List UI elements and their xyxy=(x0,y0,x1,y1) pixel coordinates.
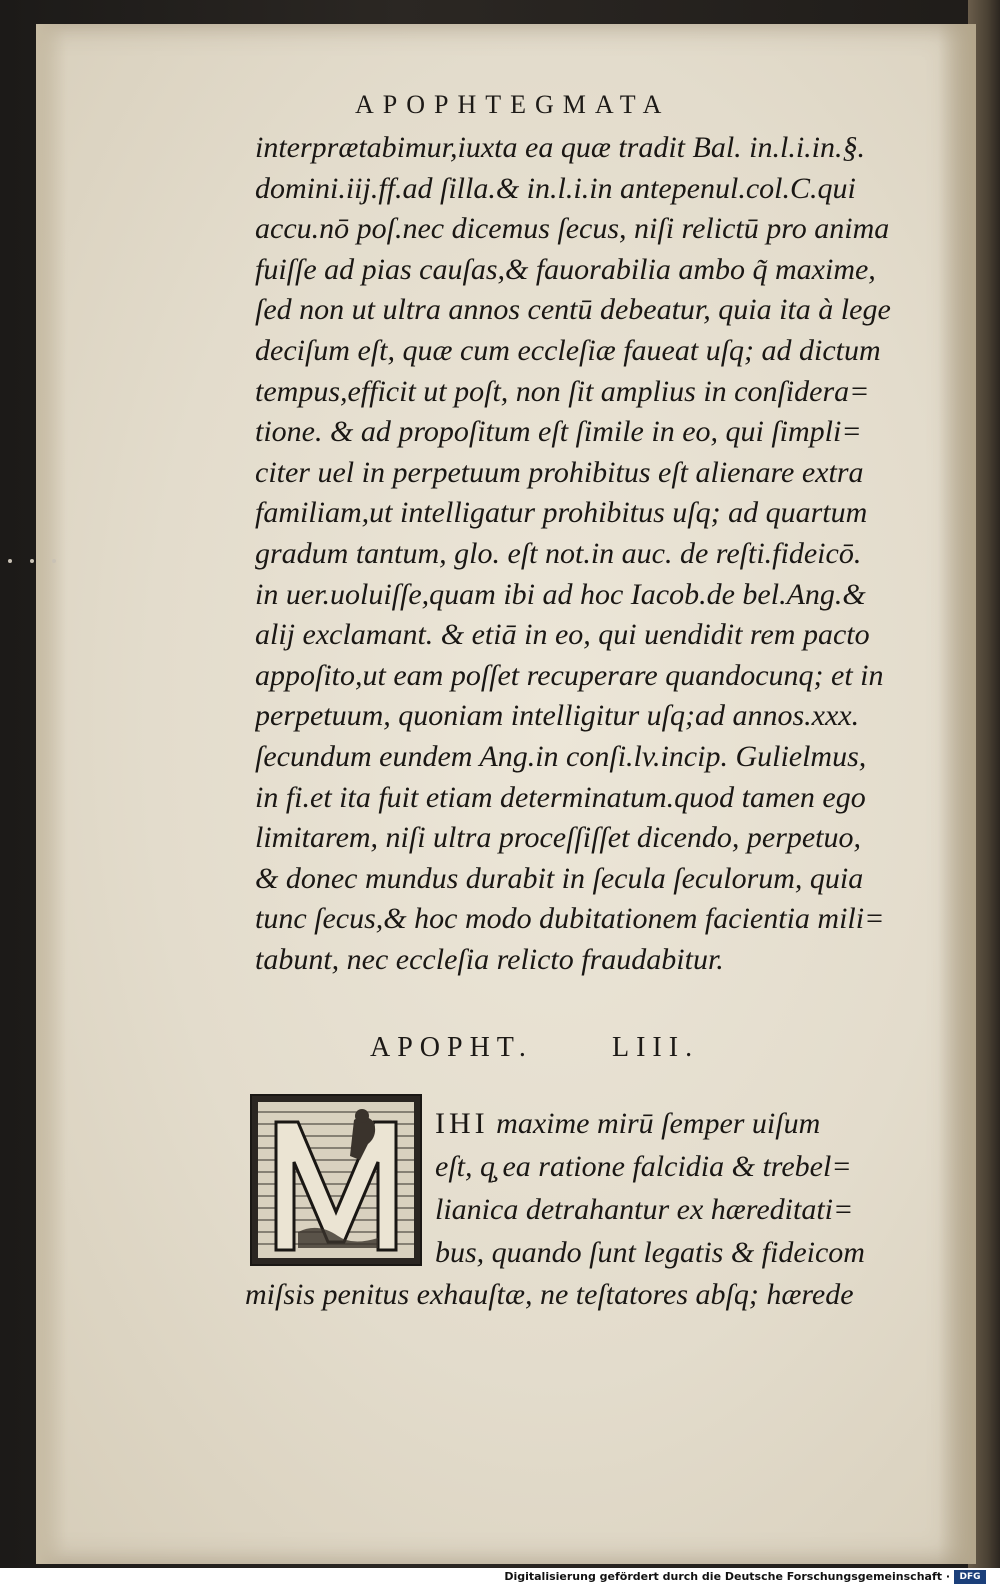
text-line: citer uel in perpetuum prohibitus eſt alienare extra xyxy=(255,455,864,489)
text-line: miſsis penitus exhauſtæ, ne teſtatores abſq; hærede xyxy=(245,1278,854,1311)
footer-credit: Digitalisierung gefördert durch die Deutsche Forschungsgemeinschaft · xyxy=(504,1570,950,1583)
text-line: in uer.uoluiſſe,quam ibi ad hoc Iacob.de bel.Ang.& xyxy=(255,577,866,611)
text-line: perpetuum, quoniam intelligitur uſq;ad annos.xxx. xyxy=(255,699,860,733)
initial-line-rest: maxime mirū ſemper uiſum xyxy=(496,1107,821,1140)
woodcut-initial-image xyxy=(258,1102,414,1258)
text-line: tempus,efficit ut poſt, non ſit amplius in conſidera= xyxy=(255,374,870,408)
text-line: bus, quando ſunt legatis & fideicom xyxy=(435,1236,865,1269)
dfg-logo: DFG xyxy=(954,1570,986,1584)
text-line xyxy=(435,1102,935,1145)
text-line: eſt, q̧ ea ratione falcidia & trebel= xyxy=(435,1150,852,1183)
text-line: limitarem, niſi ultra proceſſiſſet dicendo, perpetuo, xyxy=(255,821,862,855)
text-line: fuiſſe ad pias cauſas,& fauorabilia ambo q̃ maxime, xyxy=(255,252,876,286)
initial-paragraph xyxy=(435,1102,935,1274)
text-line: lianica detrahantur ex hæreditati= xyxy=(435,1193,854,1226)
text-line: gradum tantum, glo. eſt not.in auc. de reſti.fideicō. xyxy=(255,536,862,570)
initial-caps: IHI xyxy=(435,1107,489,1140)
text-line: tabunt, nec eccleſia relicto fraudabitur. xyxy=(255,942,724,976)
text-line: ſecundum eundem Ang.in conſi.lv.incip. Gulielmus, xyxy=(255,739,867,773)
running-head: APOPHTEGMATA xyxy=(355,90,671,119)
page-shadow-left xyxy=(36,24,66,1564)
text-line: & donec mundus durabit in ſecula ſeculorum, quia xyxy=(255,861,864,895)
page-shadow-right xyxy=(938,24,976,1564)
text-line: domini.iij.ff.ad ſilla.& in.l.i.in antepenul.col.C.qui xyxy=(255,171,856,205)
text-line: appoſito,ut eam poſſet recuperare quandocunq; et in xyxy=(255,658,884,692)
text-line: tione. & ad propoſitum eſt ſimile in eo, qui ſimpli= xyxy=(255,415,862,449)
text-line: interprætabimur,iuxta ea quæ tradit Bal. in.l.i.in.§. xyxy=(255,131,866,164)
text-line: familiam,ut intelligatur prohibitus uſq; ad quartum xyxy=(255,496,868,530)
section-heading-label: APOPHT. xyxy=(370,1032,533,1063)
body-text xyxy=(255,128,935,980)
text-line: ſed non ut ultra annos centū debeatur, quia ita à lege xyxy=(255,293,891,327)
section-number: LIII. xyxy=(612,1032,700,1063)
scan-dots xyxy=(8,548,74,567)
footer-bar xyxy=(0,1568,1000,1587)
section-heading xyxy=(370,1032,850,1064)
text-line: alij exclamant. & etiā in eo, qui uendidit rem pacto xyxy=(255,618,870,652)
text-line: accu.nō poſ.nec dicemus ſecus, niſi relictū pro anima xyxy=(255,212,890,246)
text-line: in fi.et ita fuit etiam determinatum.quod tamen ego xyxy=(255,780,866,814)
text-line: deciſum eſt, quæ cum eccleſiæ faueat uſq; ad dictum xyxy=(255,333,881,367)
decorated-initial xyxy=(250,1094,422,1266)
text-line: tunc ſecus,& hoc modo dubitationem facientia mili= xyxy=(255,902,885,936)
